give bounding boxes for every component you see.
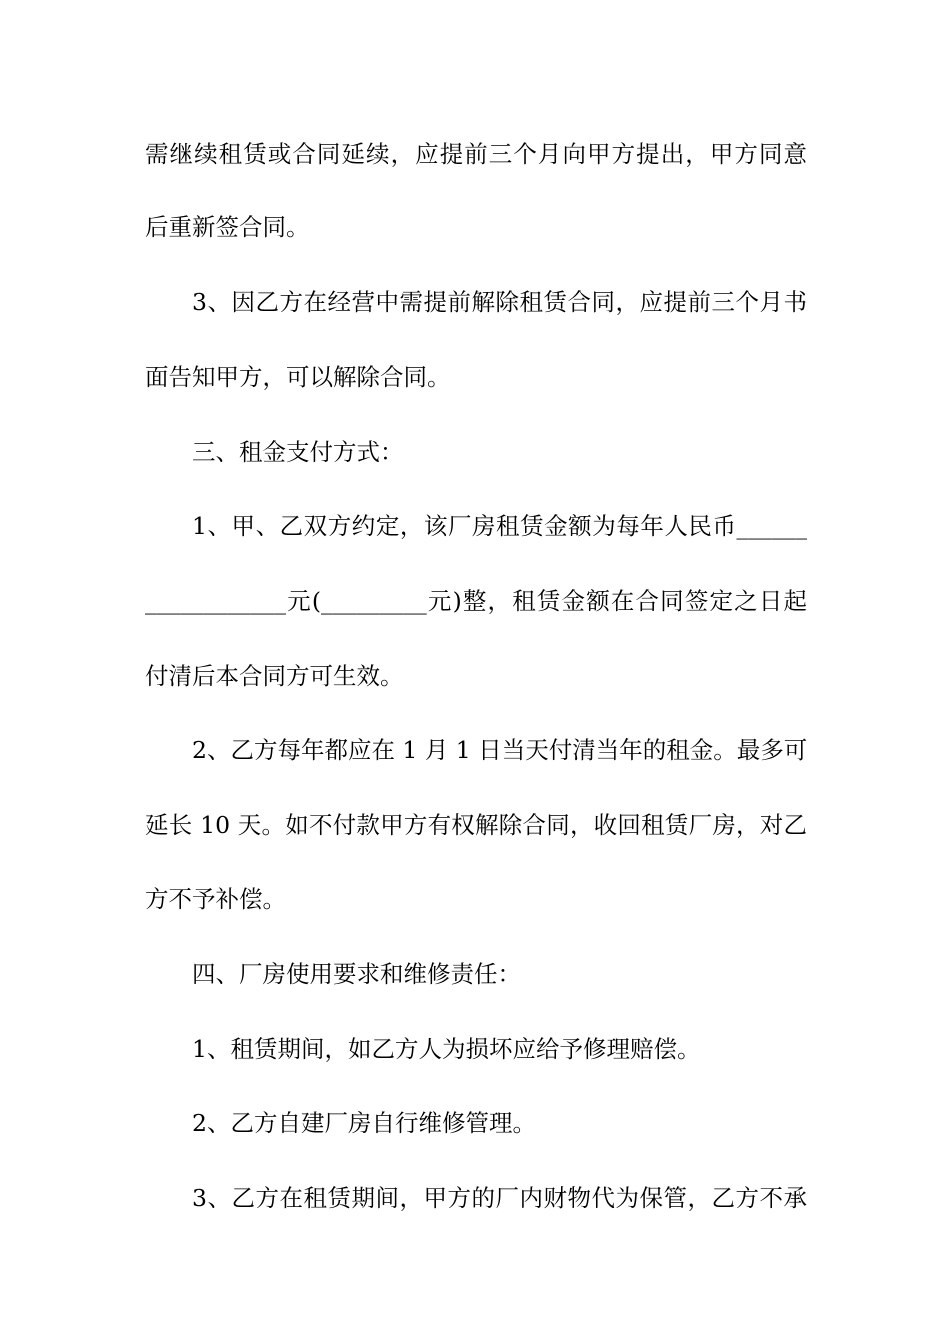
text-line: 3、乙方在租赁期间，甲方的厂内财物代为保管，乙方不承 bbox=[192, 1184, 807, 1212]
text-line: 2、乙方每年都应在 1 月 1 日当天付清当年的租金。最多可 bbox=[192, 736, 807, 764]
text-line: 1、甲、乙双方约定，该厂房租赁金额为每年人民币______ bbox=[192, 512, 807, 540]
text-line: 需继续租赁或合同延续，应提前三个月向甲方提出，甲方同意 bbox=[145, 140, 807, 168]
text-line: 2、乙方自建厂房自行维修管理。 bbox=[192, 1109, 536, 1137]
text-line: 面告知甲方，可以解除合同。 bbox=[145, 363, 451, 391]
text-line: 方不予补偿。 bbox=[145, 885, 286, 913]
section-heading: 四、厂房使用要求和维修责任： bbox=[192, 960, 521, 988]
text-line: 3、因乙方在经营中需提前解除租赁合同，应提前三个月书 bbox=[192, 288, 807, 316]
text-line: 付清后本合同方可生效。 bbox=[145, 662, 404, 690]
text-line: 1、租赁期间，如乙方人为损坏应给予修理赔偿。 bbox=[192, 1035, 701, 1063]
section-heading: 三、租金支付方式： bbox=[192, 438, 404, 466]
text-line: 延长 10 天。如不付款甲方有权解除合同，收回租赁厂房，对乙 bbox=[145, 811, 807, 839]
text-line: 后重新签合同。 bbox=[145, 213, 310, 241]
text-line: ____________元(_________元)整，租赁金额在合同签定之日起 bbox=[145, 587, 807, 615]
